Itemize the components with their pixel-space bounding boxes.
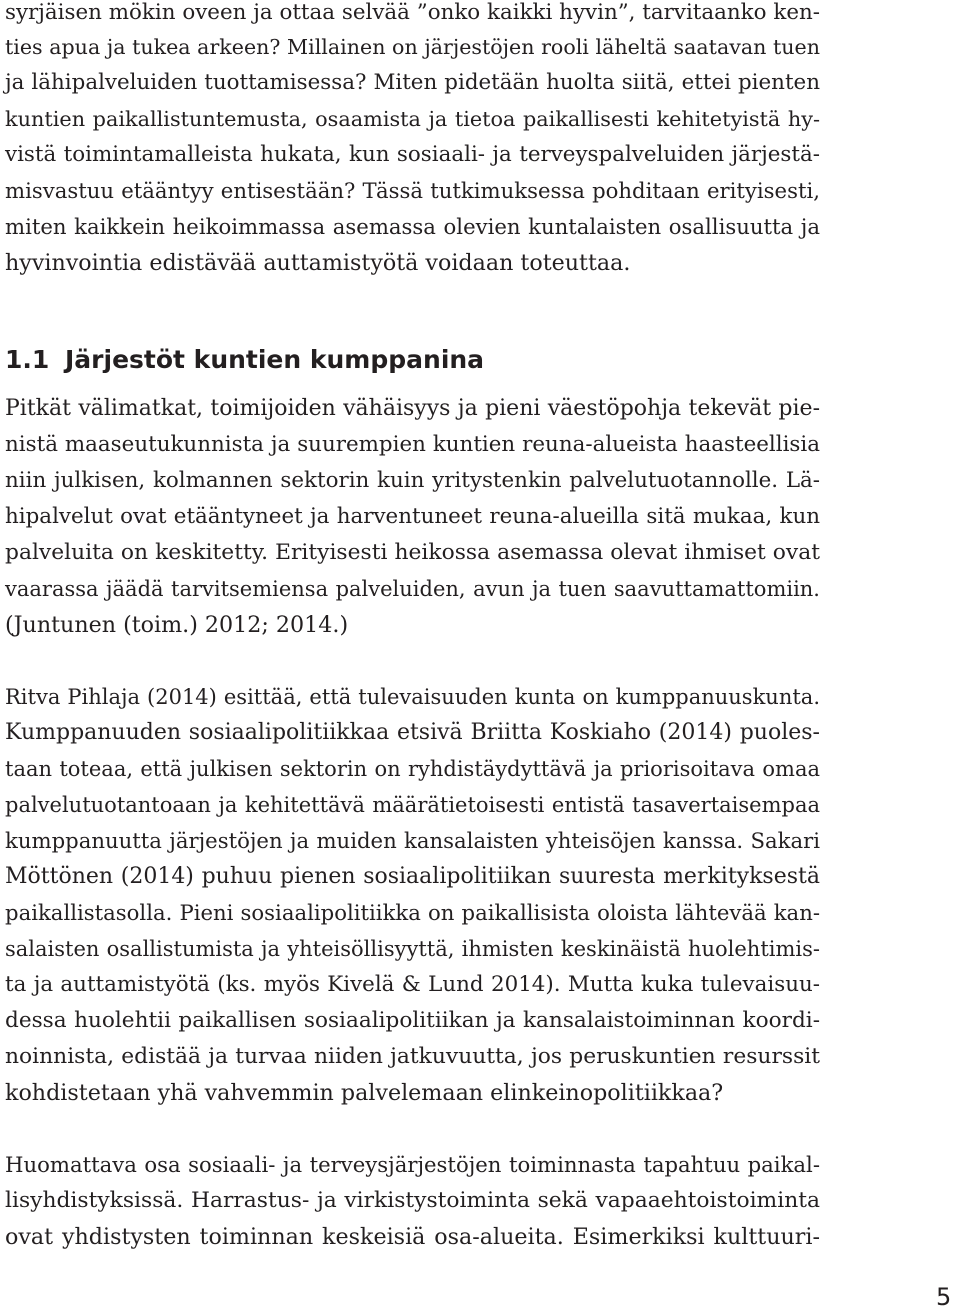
text-line: ovat yhdistysten toiminnan keskeisiä osa-alueita. Esimerkiksi kulttuuri- (5, 1224, 820, 1250)
text-line: misvastuu etääntyy entisestään? Tässä tutkimuksessa pohditaan erityisesti, (5, 178, 820, 203)
section-heading (5, 342, 484, 378)
text-line: Kumppanuuden sosiaalipolitiikkaa etsivä Briitta Koskiaho (2014) puoles- (5, 720, 820, 745)
text-line: niin julkisen, kolmannen sektorin kuin yritystenkin palvelutuotannolle. Lä- (5, 468, 820, 493)
text-line: kuntien paikallistuntemusta, osaamista ja tietoa paikallisesti kehitetyistä hy- (5, 107, 820, 131)
text-line: ta ja auttamistyötä (ks. myös Kivelä & Lund 2014). Mutta kuka tulevaisuu- (5, 972, 820, 997)
text-line: Möttönen (2014) puhuu pienen sosiaalipolitiikan suuresta merkityksestä (5, 864, 820, 889)
text-line: paikallistasolla. Pieni sosiaalipolitiikka on paikallisista oloista lähtevää kan- (5, 900, 820, 925)
text-line: salaisten osallistumista ja yhteisöllisyyttä, ihmisten keskinäistä huolehtimis- (5, 937, 820, 961)
text-line: lisyhdistyksissä. Harrastus- ja virkistystoiminta sekä vapaaehtoistoiminta (5, 1188, 820, 1213)
text-line: Huomattava osa sosiaali- ja terveysjärjestöjen toiminnasta tapahtuu paikal- (5, 1152, 820, 1177)
text-line: nistä maaseutukunnista ja suurempien kuntien reuna-alueista haasteellisia (5, 432, 820, 457)
text-line: vaarassa jäädä tarvitsemiensa palveluiden, avun ja tuen saavuttamattomiin. (5, 577, 820, 601)
text-line: palveluita on keskitetty. Erityisesti heikossa asemassa olevat ihmiset ovat (5, 540, 820, 565)
text-line: vistä toimintamalleista hukata, kun sosiaali- ja terveyspalveluiden järjestä- (5, 142, 820, 167)
page-number: 5 (936, 1283, 952, 1311)
text-line: miten kaikkein heikoimmassa asemassa olevien kuntalaisten osallisuutta ja (5, 214, 820, 239)
text-line: ties apua ja tukea arkeen? Millainen on järjestöjen rooli läheltä saatavan tuen (5, 35, 820, 59)
text-line: syrjäisen mökin oveen ja ottaa selvää ”onko kaikki hyvin”, tarvitaanko ken- (5, 0, 820, 25)
text-line: Pitkät välimatkat, toimijoiden vähäisyys ja pieni väestöpohja tekevät pie- (5, 396, 820, 421)
section-number: 1.1 (5, 345, 50, 374)
text-line: palvelutuotantoaan ja kehitettävä määrätietoisesti entistä tasavertaisempaa (5, 793, 820, 817)
text-line: noinnista, edistää ja turvaa niiden jatkuvuutta, jos peruskuntien resurssit (5, 1044, 820, 1069)
text-line: kohdistetaan yhä vahvemmin palvelemaan elinkeinopolitiikkaa? (5, 1080, 724, 1106)
text-line: taan toteaa, että julkisen sektorin on ryhdistäydyttävä ja priorisoitava omaa (5, 757, 820, 781)
text-line: hyvinvointia edistävää auttamistyötä voidaan toteuttaa. (5, 250, 631, 276)
text-line: (Juntunen (toim.) 2012; 2014.) (5, 612, 349, 638)
text-line: kumppanuutta järjestöjen ja muiden kansalaisten yhteisöjen kanssa. Sakari (5, 828, 820, 853)
text-line: hipalvelut ovat etääntyneet ja harventuneet reuna-alueilla sitä mukaa, kun (5, 504, 820, 529)
section-title: Järjestöt kuntien kumppanina (65, 345, 485, 374)
text-line: ja lähipalveluiden tuottamisessa? Miten pidetään huolta siitä, ettei pienten (5, 70, 820, 95)
text-line: dessa huolehtii paikallisen sosiaalipolitiikan ja kansalaistoiminnan koordi- (5, 1008, 820, 1033)
text-line: Ritva Pihlaja (2014) esittää, että tulevaisuuden kunta on kumppanuuskunta. (5, 685, 820, 709)
